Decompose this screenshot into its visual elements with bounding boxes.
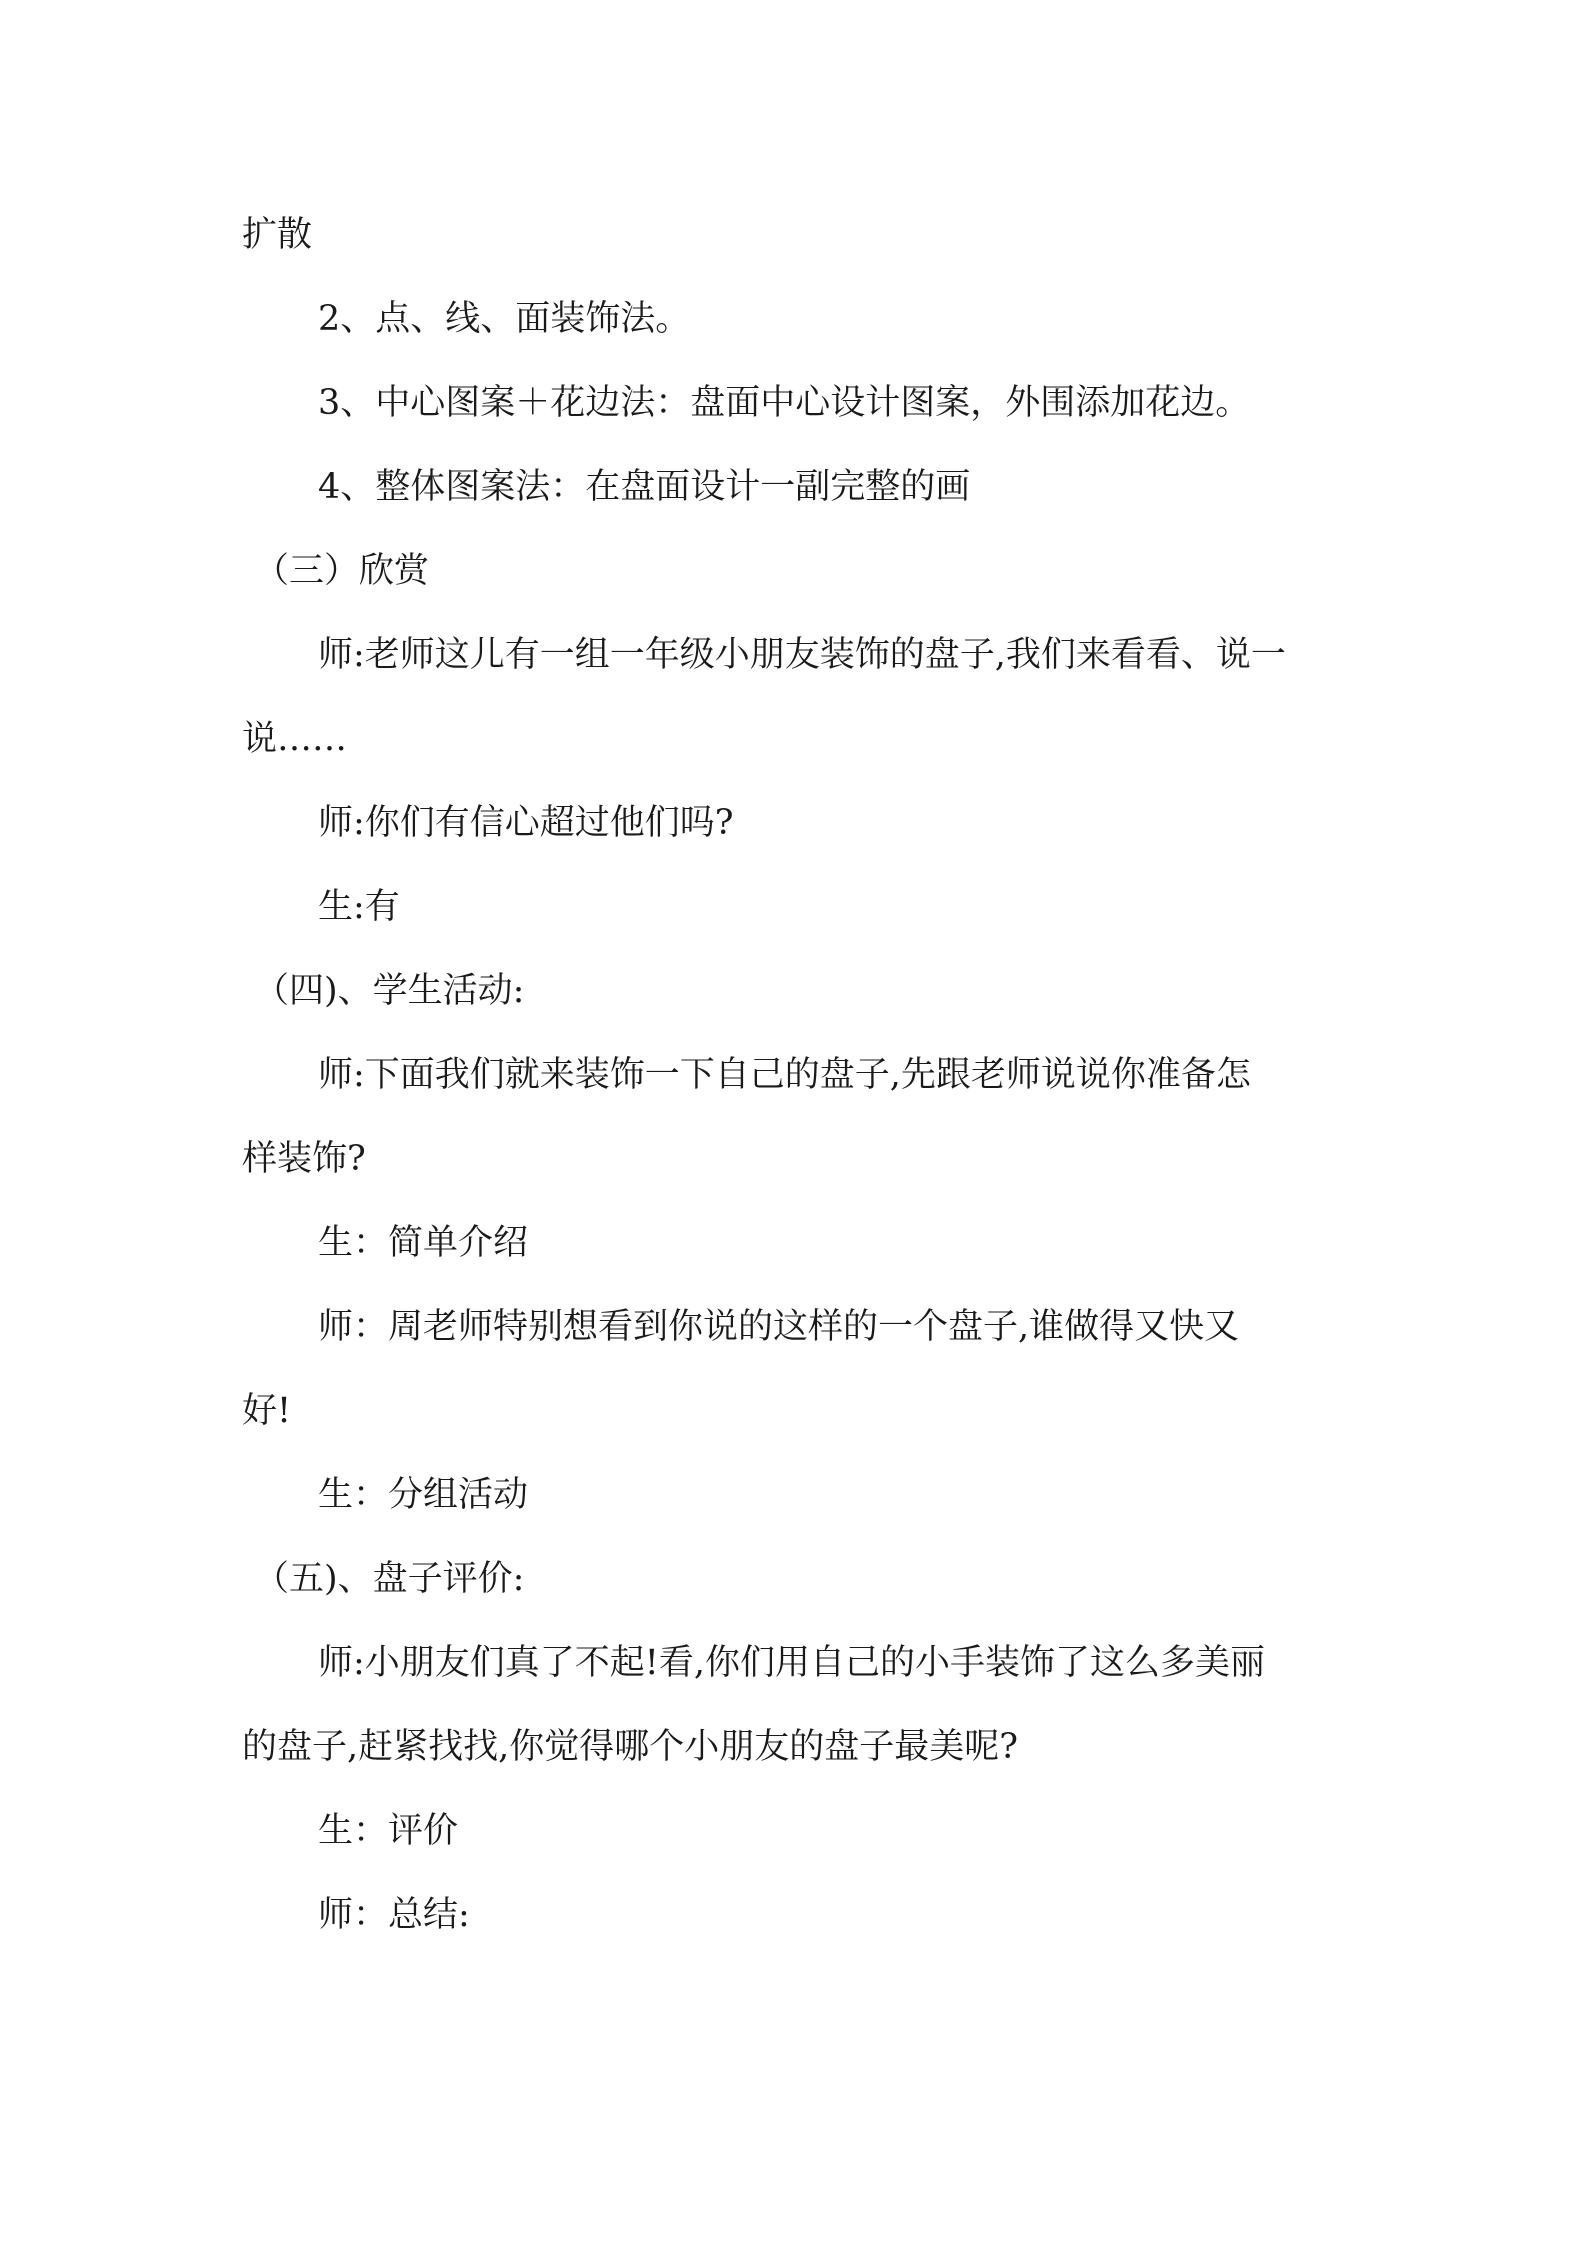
dialogue-line: 师：周老师特别想看到你说的这样的一个盘子,谁做得又快又 xyxy=(318,1307,1240,1347)
dialogue-line: 师:小朋友们真了不起!看,你们用自己的小手装饰了这么多美丽 xyxy=(318,1643,1265,1683)
dialogue-line: 师:下面我们就来装饰一下自己的盘子,先跟老师说说你准备怎 xyxy=(318,1055,1251,1095)
dialogue-line-continuation: 的盘子,赶紧找找,你觉得哪个小朋友的盘子最美呢? xyxy=(242,1727,1019,1767)
list-item-3: 3、中心图案＋花边法：盘面中心设计图案，外围添加花边。 xyxy=(318,383,1251,423)
section-heading-3: （三）欣赏 xyxy=(254,551,430,591)
dialogue-line: 生：评价 xyxy=(318,1811,459,1851)
list-item-2: 2、点、线、面装饰法。 xyxy=(318,299,691,339)
dialogue-line: 生:有 xyxy=(318,887,400,927)
dialogue-line-continuation: 说…… xyxy=(242,719,348,759)
dialogue-line-continuation: 样装饰? xyxy=(242,1139,366,1179)
dialogue-line: 生：简单介绍 xyxy=(318,1223,529,1263)
section-heading-4: （四)、学生活动: xyxy=(254,971,525,1011)
dialogue-line: 生：分组活动 xyxy=(318,1475,529,1515)
paragraph-line: 扩散 xyxy=(242,215,313,255)
dialogue-line: 师:你们有信心超过他们吗? xyxy=(318,803,734,843)
list-item-4: 4、整体图案法：在盘面设计一副完整的画 xyxy=(318,467,971,507)
dialogue-line-continuation: 好! xyxy=(242,1391,292,1431)
dialogue-line: 师:老师这儿有一组一年级小朋友装饰的盘子,我们来看看、说一 xyxy=(318,635,1286,675)
section-heading-5: （五)、盘子评价: xyxy=(254,1559,525,1599)
dialogue-line: 师：总结: xyxy=(318,1895,470,1935)
